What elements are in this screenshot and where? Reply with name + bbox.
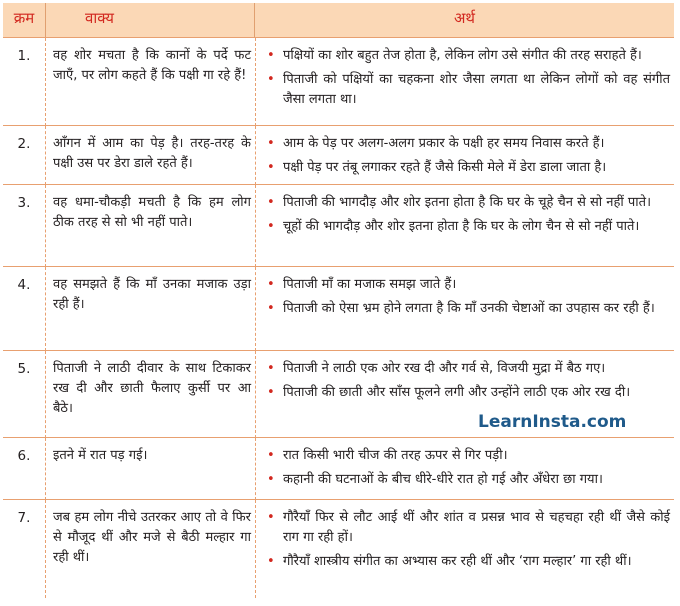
bullet-icon: • — [267, 277, 275, 292]
row-sentence: आँगन में आम का पेड़ है। तरह-तरह के पक्षी उस पर डेरा डाले रहते हैं। — [53, 136, 251, 171]
meaning-item: • पिताजी ने लाठी एक ओर रख दी और गर्व से, विजयी मुद्रा में बैठ गए। — [265, 359, 670, 379]
meaning-item: • चूहों की भागदौड़ और शोर इतना होता है कि घर के लोग चैन से सो नहीं पाते। — [265, 217, 670, 237]
row-sentence: पिताजी ने लाठी दीवार के साथ टिकाकर रख दी और छाती फैलाए कुर्सी पर आ बैठे। — [53, 361, 251, 416]
row-sentence: वह समझते हैं कि माँ उनका मजाक उड़ा रही हैं। — [53, 277, 251, 312]
header-sentence: वाक्य — [45, 3, 255, 37]
table-row — [3, 125, 674, 185]
meaning-item: • पिताजी को ऐसा भ्रम होने लगता है कि माँ उनकी चेष्टाओं का उपहास कर रही हैं। — [265, 299, 670, 319]
watermark-logo: LearnInsta.com — [478, 412, 627, 432]
bullet-icon: • — [267, 554, 275, 569]
row-meanings — [265, 46, 670, 114]
bullet-icon: • — [267, 219, 275, 234]
row-number: 4. — [17, 277, 31, 293]
meaning-item: • आम के पेड़ पर अलग-अलग प्रकार के पक्षी हर समय निवास करते हैं। — [265, 134, 670, 154]
header-serial: क्रम — [3, 3, 46, 37]
meaning-item: • पिताजी की छाती और साँस फूलने लगी और उन्होंने लाठी एक ओर रख दी। — [265, 383, 670, 403]
table-header — [3, 3, 674, 37]
row-number: 1. — [17, 48, 31, 64]
meaning-item: • रात किसी भारी चीज की तरह ऊपर से गिर पड़ी। — [265, 446, 670, 466]
row-number: 6. — [17, 448, 31, 464]
bullet-icon: • — [267, 48, 275, 63]
table-row — [3, 266, 674, 351]
table-row — [3, 37, 674, 126]
bullet-icon: • — [267, 510, 275, 525]
row-sentence: जब हम लोग नीचे उतरकर आए तो वे फिर से मौजूद थीं और मजे से बैठी मल्हार गा रही थीं। — [53, 510, 251, 565]
header-meaning: अर्थ — [453, 9, 476, 27]
row-meanings — [265, 508, 670, 576]
table-row — [3, 437, 674, 500]
bullet-icon: • — [267, 361, 275, 376]
bullet-icon: • — [267, 448, 275, 463]
row-number: 7. — [17, 510, 31, 526]
meaning-item: • पिताजी को पक्षियों का चहकना शोर जैसा लगता था लेकिन लोगों को वह संगीत जैसा लगता था। — [267, 72, 670, 107]
row-meanings — [265, 359, 670, 407]
meaning-item: • कहानी की घटनाओं के बीच धीरे-धीरे रात हो गई और अँधेरा छा गया। — [265, 470, 670, 490]
meaning-item: • पक्षी पेड़ पर तंबू लगाकर रहते हैं जैसे किसी मेले में डेरा डाला जाता है। — [265, 158, 670, 178]
meaning-item: • पक्षियों का शोर बहुत तेज होता है, लेकिन लोग उसे संगीत की तरह सराहते हैं। — [265, 46, 670, 66]
row-meanings — [265, 134, 670, 182]
meaning-item: • पिताजी माँ का मजाक समझ जाते हैं। — [265, 275, 670, 295]
table-row — [3, 499, 674, 598]
meaning-item: • पिताजी की भागदौड़ और शोर इतना होता है कि घर के चूहे चैन से सो नहीं पाते। — [265, 193, 670, 213]
bullet-icon: • — [267, 195, 275, 210]
meaning-item: • गौरैयाँ शास्त्रीय संगीत का अभ्यास कर रही थीं और ‘राग मल्हार’ गा रही थीं। — [265, 552, 670, 572]
bullet-icon: • — [267, 72, 275, 87]
row-meanings — [265, 275, 670, 323]
row-meanings — [265, 193, 670, 241]
bullet-icon: • — [267, 136, 275, 151]
row-number: 5. — [17, 361, 31, 377]
table-row — [3, 184, 674, 267]
row-sentence: वह शोर मचता है कि कानों के पर्दे फट जाएँ, पर लोग कहते हैं कि पक्षी गा रहे हैं! — [53, 48, 251, 83]
row-meanings — [265, 446, 670, 494]
row-number: 2. — [17, 136, 31, 152]
row-number: 3. — [17, 195, 31, 211]
meaning-item: • गौरैयाँ फिर से लौट आई थीं और शांत व प्रसन्न भाव से चहचहा रही थीं जैसे कोई राग गा रही हों। — [267, 510, 670, 545]
row-sentence: वह धमा-चौकड़ी मचती है कि हम लोग ठीक तरह से सो भी नहीं पाते। — [53, 195, 251, 230]
bullet-icon: • — [267, 160, 275, 175]
bullet-icon: • — [267, 301, 275, 316]
row-sentence: इतने में रात पड़ गई। — [53, 448, 148, 463]
bullet-icon: • — [267, 385, 275, 400]
bullet-icon: • — [267, 472, 275, 487]
